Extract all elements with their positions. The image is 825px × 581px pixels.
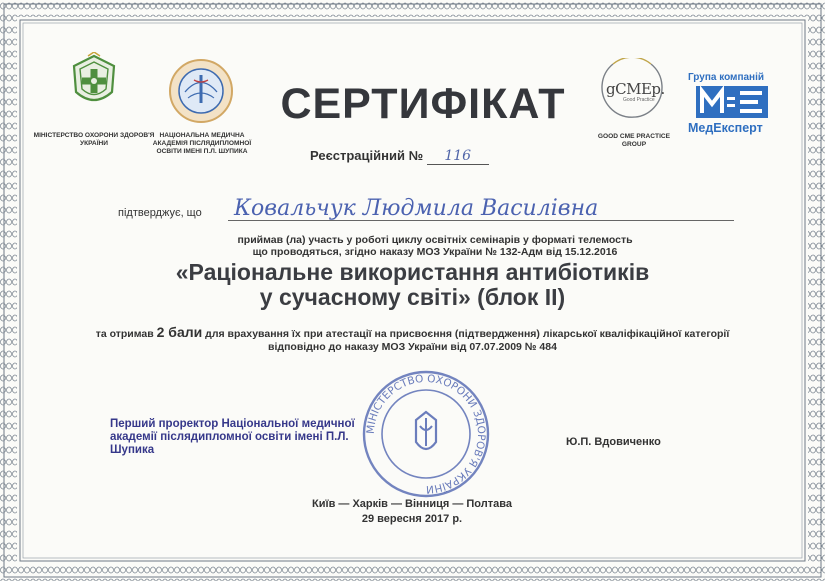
gcme-sub: Good Practice [623, 97, 655, 103]
academy-emblem-icon [168, 58, 234, 124]
academy-label: НАЦІОНАЛЬНА МЕДИЧНА АКАДЕМІЯ ПІСЛЯДИПЛОМНОЇ ОСВІТИ ІМЕНІ П.Л. ШУПИКА [152, 132, 252, 155]
points-line-2: відповідно до наказу МОЗ України від 07.07.2009 № 484 [268, 341, 557, 353]
seal-text: МІНІСТЕРСТВО ОХОРОНИ ЗДОРОВ'Я УКРАЇНИ [364, 372, 488, 496]
ministry-emblem-icon [66, 52, 122, 110]
issue-date: 29 вересня 2017 р. [361, 513, 463, 525]
registration-label: Реєстраційний № [310, 148, 424, 163]
signer-title: Перший проректор Національної медичної академії післядипломної освіти імені П.Л. Шупика [110, 418, 355, 456]
points-suffix: для врахування їх при атестації на присвоєння (підтвердження) лікарської кваліфікаційної категорії [205, 328, 730, 340]
participation-line-1: приймав (ла) участь у роботі циклу освітніх семінарів у форматі телемость [237, 234, 633, 246]
official-seal-icon [360, 368, 492, 500]
registration-number: 116 [427, 148, 489, 165]
recipient-name: Ковальчук Людмила Василівна [228, 196, 734, 221]
participation-line-2: що проводяться, згідно наказу МОЗ України № 132-Адм від 15.12.2016 [252, 246, 618, 258]
cities: Київ — Харків — Вінниця — Полтава [312, 498, 512, 510]
footer [280, 497, 544, 527]
confirms-label: підтверджує, що [118, 207, 202, 219]
medexpert-group-label: Група компаній [688, 72, 765, 83]
medexpert-logo-icon [696, 86, 768, 118]
gcme-mark: gCMEp. [606, 80, 665, 98]
signer-name: Ю.П. Вдовиченко [566, 436, 661, 448]
medexpert-name: МедЕксперт [688, 121, 763, 135]
points-value: 2 бали [156, 324, 203, 340]
course-title-line-1: «Раціональне використання антибіотиків [175, 259, 650, 285]
course-title-line-2: у сучасному світі» (блок ІІ) [259, 284, 566, 310]
points-text [40, 326, 785, 354]
points-prefix: та отримав [95, 328, 154, 340]
participation-text [200, 234, 670, 258]
ministry-label: МІНІСТЕРСТВО ОХОРОНИ ЗДОРОВ'Я УКРАЇНИ [33, 132, 155, 147]
course-title [90, 260, 735, 310]
registration-line [310, 148, 489, 165]
gcme-label: GOOD CME PRACTICE GROUP [597, 133, 671, 148]
certificate-title: СЕРТИФІКАТ [280, 80, 566, 128]
